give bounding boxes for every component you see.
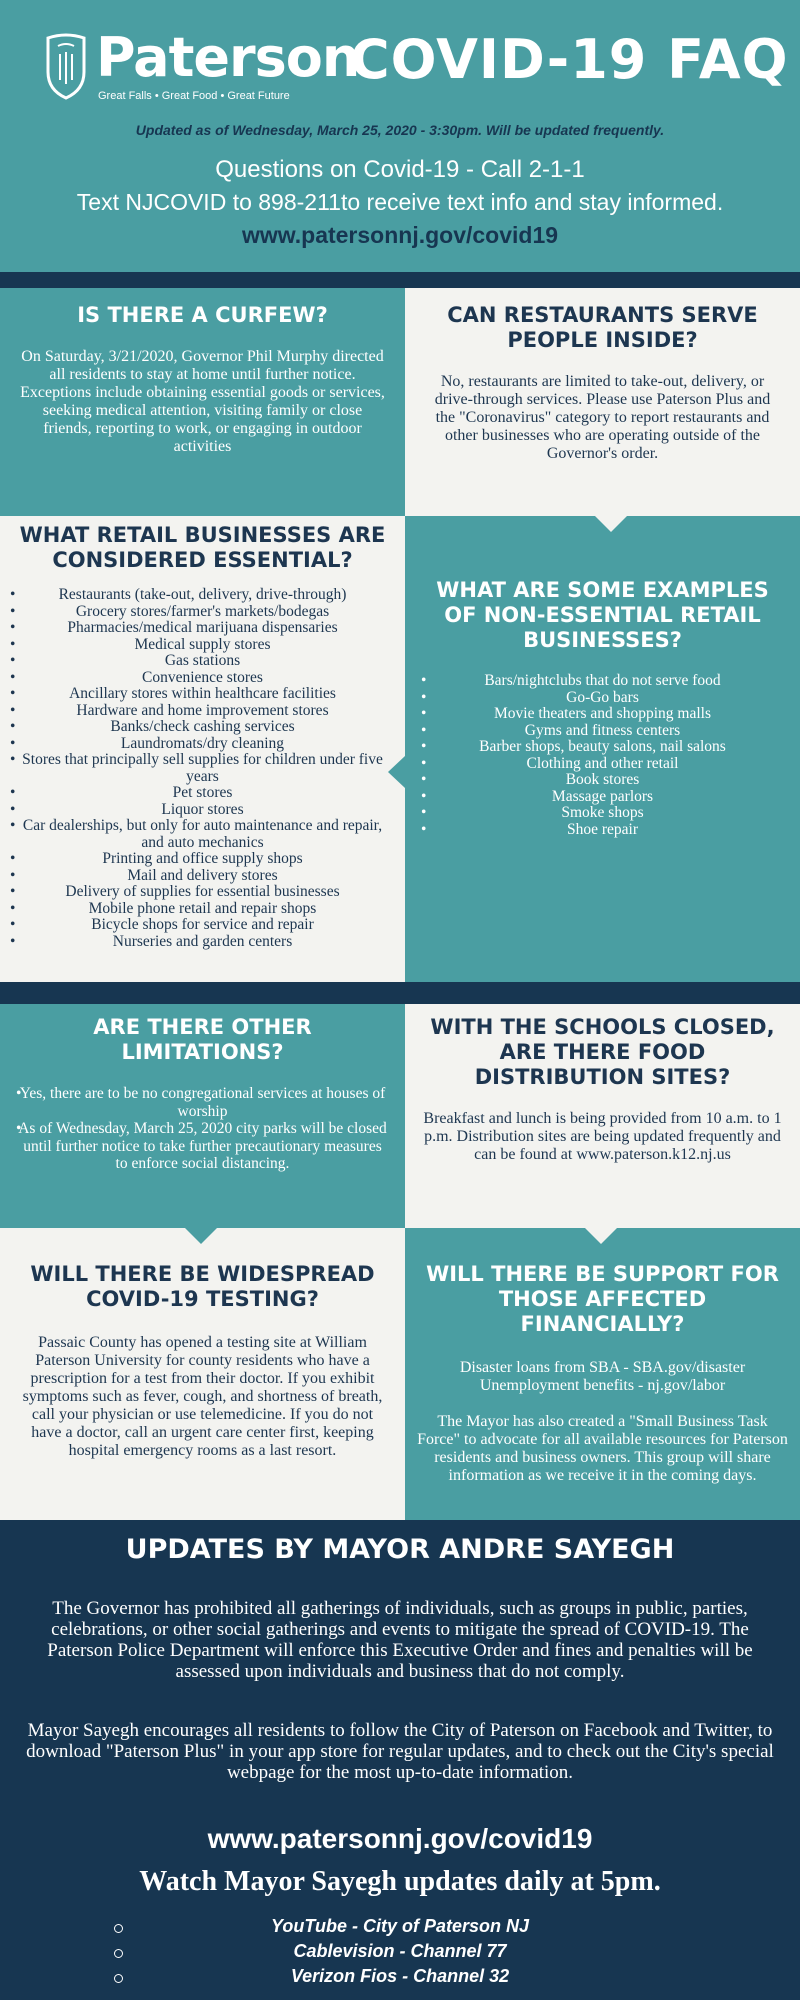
essential-list-item: • Nurseries and garden centers: [12, 934, 393, 951]
faq-support-line-labor: Unemployment benefits - nj.gov/labor: [479, 1377, 726, 1394]
arrow-notch: [185, 1228, 217, 1244]
faq-essential: [0, 516, 405, 982]
faq-restaurants-title: CAN RESTAURANTS SERVE PEOPLE INSIDE?: [447, 303, 758, 352]
page-title: COVID-19 FAQ: [350, 28, 789, 91]
essential-list-item: • Pet stores: [12, 785, 393, 802]
divider-bar: [0, 272, 800, 288]
mayor-para-gatherings: The Governor has prohibited all gatherings of individuals, such as groups in public, parties, celebrations, or other social gatherings and events to mitigate the spread of COVID-19. The Paterson Police Department will enforce this Executive Order and fines and penalties will be assessed upon individuals and business that do not comply.: [47, 1598, 753, 1682]
watch-updates-line: Watch Mayor Sayegh updates daily at 5pm.: [139, 1866, 661, 1897]
paterson-seal-icon: [44, 32, 88, 100]
non-essential-list-item: • Barber shops, beauty salons, nail salons: [423, 739, 782, 756]
faq-support-body: The Mayor has also created a "Small Business Task Force" to advocate for all available resources for Paterson residents and business owners. This group will share information as we receive it in the coming days.: [417, 1413, 788, 1484]
mayor-updates-title: UPDATES BY MAYOR ANDRE SAYEGH: [125, 1534, 675, 1565]
essential-list-item: • Liquor stores: [12, 802, 393, 819]
faq-food-title: WITH THE SCHOOLS CLOSED, ARE THERE FOOD DISTRIBUTION SITES?: [430, 1015, 775, 1089]
non-essential-list-item: • Smoke shops: [423, 805, 782, 822]
limitations-list-item: • As of Wednesday, March 25, 2020 city parks will be closed until further notice to take further precautionary measures to enforce social distancing.: [18, 1120, 387, 1173]
faq-restaurants-body: No, restaurants are limited to take-out, delivery, or drive-through services. Please use Paterson Plus and the "Coronavirus" category to report restaurants and other businesses who are operating outside of the Governor's order.: [434, 373, 771, 462]
mayor-para-follow: Mayor Sayegh encourages all residents to follow the City of Paterson on Facebook and Twitter, to download "Paterson Plus" in your app store for regular updates, and to check out the City's special webpage for the most up-to-date information.: [26, 1720, 774, 1783]
faq-food-body: Breakfast and lunch is being provided from 10 a.m. to 1 p.m. Distribution sites are being updated frequently and can be found at www.paterson.k12.nj.us: [423, 1110, 782, 1163]
faq-restaurants: [405, 288, 800, 516]
divider-bar: [0, 982, 800, 1004]
faq-testing: [0, 1228, 405, 1520]
essential-list-item: • Bicycle shops for service and repair: [12, 917, 393, 934]
essential-list-item: • Laundromats/dry cleaning: [12, 736, 393, 753]
non-essential-list-item: • Movie theaters and shopping malls: [423, 706, 782, 723]
essential-list-item: • Car dealerships, but only for auto maintenance and repair, and auto mechanics: [12, 818, 393, 851]
channel-item: YouTube - City of Paterson NJ: [115, 1916, 685, 1941]
channel-list: [115, 1916, 685, 1991]
arrow-notch: [595, 516, 627, 532]
channel-item: Verizon Fios - Channel 32: [115, 1966, 685, 1991]
faq-curfew: [0, 288, 405, 516]
essential-list-item: • Stores that principally sell supplies for children under five years: [12, 752, 393, 785]
faq-support-title: WILL THERE BE SUPPORT FOR THOSE AFFECTED FINANCIALLY?: [426, 1262, 779, 1336]
essential-list-item: • Delivery of supplies for essential businesses: [12, 884, 393, 901]
essential-list-item: • Convenience stores: [12, 670, 393, 687]
updated-note: Updated as of Wednesday, March 25, 2020 - 3:30pm. Will be updated frequently.: [135, 122, 665, 138]
faq-curfew-title: IS THERE A CURFEW?: [77, 303, 328, 327]
call-line: Questions on Covid-19 - Call 2-1-1: [215, 156, 585, 183]
faq-limitations-title: ARE THERE OTHER LIMITATIONS?: [93, 1015, 312, 1064]
text-line: Text NJCOVID to 898-211to receive text info and stay informed.: [76, 189, 724, 215]
non-essential-list-item: • Gyms and fitness centers: [423, 723, 782, 740]
essential-list-item: • Mobile phone retail and repair shops: [12, 901, 393, 918]
non-essential-list-item: • Bars/nightclubs that do not serve food: [423, 673, 782, 690]
essential-list-item: • Printing and office supply shops: [12, 851, 393, 868]
faq-curfew-body: On Saturday, 3/21/2020, Governor Phil Murphy directed all residents to stay at home until further notice. Exceptions include obtaining essential goods or services, seeking medical attention, visiting family or close friends, reporting to work, or engaging in outdoor activities: [20, 348, 385, 455]
essential-list-item: • Medical supply stores: [12, 637, 393, 654]
non-essential-list-item: • Shoe repair: [423, 822, 782, 839]
faq-testing-title: WILL THERE BE WIDESPREAD COVID-19 TESTING?: [30, 1262, 375, 1311]
limitations-list: [18, 1085, 387, 1173]
essential-list-item: • Mail and delivery stores: [12, 868, 393, 885]
faq-essential-title: WHAT RETAIL BUSINESSES ARE CONSIDERED ESSENTIAL?: [19, 523, 386, 572]
non-essential-list-item: • Book stores: [423, 772, 782, 789]
mayor-updates-section: [0, 1520, 800, 2000]
non-essential-list-item: • Massage parlors: [423, 789, 782, 806]
faq-support: [405, 1228, 800, 1520]
faq-limitations: [0, 1004, 405, 1228]
covid-url-link[interactable]: www.patersonnj.gov/covid19: [241, 222, 559, 248]
essential-list-item: • Restaurants (take-out, delivery, drive-through): [12, 587, 393, 604]
essential-list-item: • Gas stations: [12, 653, 393, 670]
page-header: [0, 0, 800, 272]
non-essential-list-item: • Clothing and other retail: [423, 756, 782, 773]
essential-list-item: • Grocery stores/farmer's markets/bodegas: [12, 604, 393, 621]
arrow-notch: [388, 756, 405, 788]
essential-list-item: • Ancillary stores within healthcare facilities: [12, 686, 393, 703]
faq-non-essential: [405, 516, 800, 982]
essential-list: [12, 587, 393, 950]
essential-list-item: • Banks/check cashing services: [12, 719, 393, 736]
covid-url-link[interactable]: www.patersonnj.gov/covid19: [207, 1823, 593, 1854]
paterson-logo: [44, 26, 360, 104]
channel-item: Cablevision - Channel 77: [115, 1941, 685, 1966]
essential-list-item: • Pharmacies/medical marijuana dispensaries: [12, 620, 393, 637]
faq-non-essential-title: WHAT ARE SOME EXAMPLES OF NON-ESSENTIAL RETAIL BUSINESSES?: [436, 578, 769, 652]
non-essential-list: [423, 673, 782, 838]
faq-testing-body: Passaic County has opened a testing site at William Paterson University for county residents who have a prescription for a test from their doctor. If you exhibit symptoms such as fever, cough, and shortness of breath, call your physician or use telemedicine. If you do not have a doctor, call an urgent care center first, keeping hospital emergency rooms as a last resort.: [22, 1334, 383, 1459]
non-essential-list-item: • Go-Go bars: [423, 690, 782, 707]
logo-wordmark: Paterson: [96, 26, 360, 89]
limitations-list-item: • Yes, there are to be no congregational services at houses of worship: [18, 1085, 387, 1120]
logo-tagline: Great Falls • Great Food • Great Future: [98, 90, 290, 102]
arrow-notch: [585, 1228, 617, 1244]
essential-list-item: • Hardware and home improvement stores: [12, 703, 393, 720]
faq-food: [405, 1004, 800, 1228]
faq-support-line-sba: Disaster loans from SBA - SBA.gov/disaster: [459, 1359, 746, 1376]
